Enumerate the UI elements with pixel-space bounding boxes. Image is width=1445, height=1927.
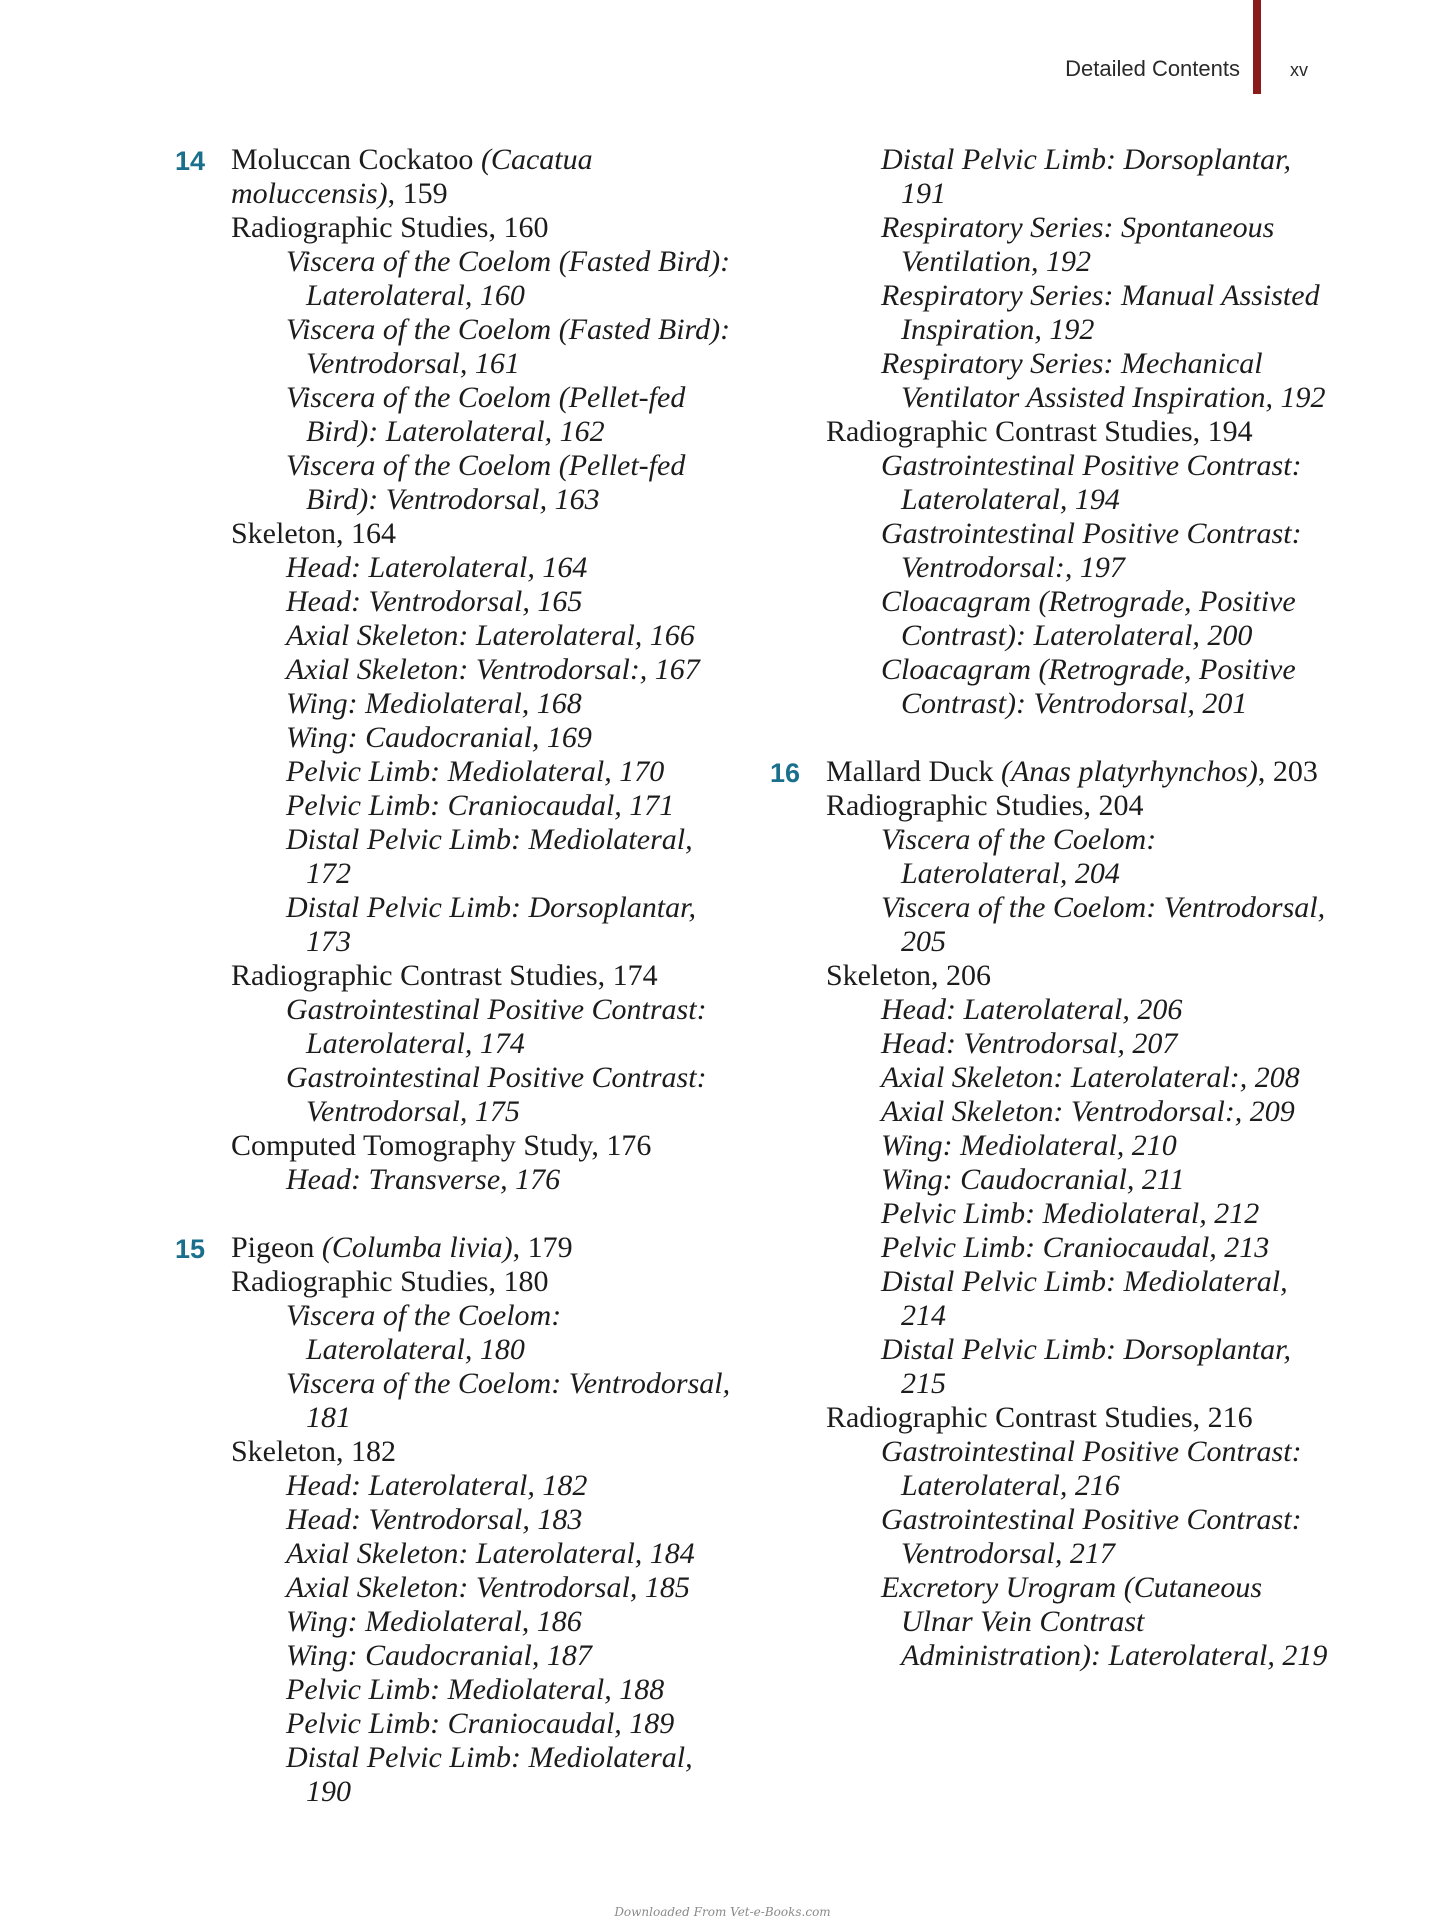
toc-subsection-entry: Head: Transverse, 176 bbox=[286, 1163, 561, 1196]
chapter-title: Moluccan Cockatoo bbox=[231, 143, 481, 176]
toc-subsection-entry: Head: Ventrodorsal, 165 bbox=[286, 585, 583, 618]
toc-subsection-entry: Viscera of the Coelom: Ventrodorsal, 181 bbox=[286, 1367, 731, 1434]
toc-subsection-entry: Head: Laterolateral, 164 bbox=[286, 551, 588, 584]
toc-subsection-entry: Head: Laterolateral, 206 bbox=[881, 993, 1183, 1026]
toc-subsection-entry: Gastrointestinal Positive Contrast: Ventrodorsal, 217 bbox=[881, 1503, 1302, 1570]
toc-subsection-entry: Gastrointestinal Positive Contrast: Laterolateral, 216 bbox=[881, 1435, 1302, 1502]
toc-subsection-entry: Respiratory Series: Manual Assisted Inspiration, 192 bbox=[881, 279, 1320, 346]
running-header-title: Detailed Contents bbox=[1065, 56, 1240, 81]
toc-subsection-entry: Wing: Mediolateral, 210 bbox=[881, 1129, 1177, 1162]
toc-subsection-entry: Axial Skeleton: Laterolateral, 166 bbox=[286, 619, 695, 652]
toc-subsection-entry: Distal Pelvic Limb: Dorsoplantar, 215 bbox=[881, 1333, 1291, 1400]
toc-chapter-entry bbox=[770, 755, 1330, 789]
toc-subsection-entry: Distal Pelvic Limb: Mediolateral, 190 bbox=[286, 1741, 693, 1808]
toc-subsection-entry: Gastrointestinal Positive Contrast: Ventrodorsal, 175 bbox=[286, 1061, 707, 1128]
toc-subsection-entry: Distal Pelvic Limb: Dorsoplantar, 191 bbox=[881, 143, 1291, 210]
toc-subsection-entry: Gastrointestinal Positive Contrast: Laterolateral, 194 bbox=[881, 449, 1302, 516]
toc-subsection-entry: Wing: Mediolateral, 168 bbox=[286, 687, 582, 720]
toc-section-entry: Radiographic Contrast Studies, 174 bbox=[231, 959, 658, 992]
chapter-species-name: (Columba livia) bbox=[321, 1231, 513, 1264]
toc-subsection-entry: Viscera of the Coelom (Pellet-fed Bird): Laterolateral, 162 bbox=[286, 381, 686, 448]
toc-subsection-entry: Axial Skeleton: Ventrodorsal:, 167 bbox=[286, 653, 700, 686]
toc-subsection-entry: Viscera of the Coelom (Fasted Bird): Ventrodorsal, 161 bbox=[286, 313, 731, 380]
chapter-spacer bbox=[770, 721, 1330, 755]
toc-subsection-entry: Axial Skeleton: Laterolateral:, 208 bbox=[881, 1061, 1300, 1094]
chapter-number: 14 bbox=[175, 146, 206, 176]
toc-left-column bbox=[175, 143, 735, 1809]
chapter-species-name: (Cacatua moluccensis) bbox=[231, 143, 593, 210]
toc-subsection-entry: Viscera of the Coelom: Laterolateral, 204 bbox=[881, 823, 1157, 890]
toc-subsection-entry: Distal Pelvic Limb: Mediolateral, 214 bbox=[881, 1265, 1288, 1332]
toc-subsection-entry: Wing: Caudocranial, 211 bbox=[881, 1163, 1185, 1196]
toc-subsection-entry: Viscera of the Coelom: Ventrodorsal, 205 bbox=[881, 891, 1326, 958]
chapter-spacer bbox=[175, 1197, 735, 1231]
toc-section-entry: Radiographic Studies, 204 bbox=[826, 789, 1144, 822]
toc-subsection-entry: Gastrointestinal Positive Contrast: Ventrodorsal:, 197 bbox=[881, 517, 1302, 584]
page-number: xv bbox=[1290, 60, 1308, 80]
toc-subsection-entry: Pelvic Limb: Craniocaudal, 213 bbox=[881, 1231, 1270, 1264]
toc-subsection-entry: Pelvic Limb: Craniocaudal, 171 bbox=[286, 789, 675, 822]
chapter-page-ref: , 203 bbox=[1257, 755, 1318, 788]
toc-subsection-entry: Pelvic Limb: Mediolateral, 188 bbox=[286, 1673, 665, 1706]
toc-subsection-entry: Distal Pelvic Limb: Mediolateral, 172 bbox=[286, 823, 693, 890]
toc-subsection-entry: Head: Ventrodorsal, 183 bbox=[286, 1503, 583, 1536]
toc-subsection-entry: Wing: Mediolateral, 186 bbox=[286, 1605, 582, 1638]
toc-subsection-entry: Gastrointestinal Positive Contrast: Laterolateral, 174 bbox=[286, 993, 707, 1060]
toc-subsection-entry: Axial Skeleton: Ventrodorsal, 185 bbox=[286, 1571, 690, 1604]
toc-subsection-entry: Head: Laterolateral, 182 bbox=[286, 1469, 588, 1502]
toc-subsection-entry: Respiratory Series: Mechanical Ventilator Assisted Inspiration, 192 bbox=[881, 347, 1326, 414]
chapter-title: Pigeon bbox=[231, 1231, 322, 1264]
toc-subsection-entry: Viscera of the Coelom: Laterolateral, 180 bbox=[286, 1299, 562, 1366]
toc-section-entry: Skeleton, 164 bbox=[231, 517, 396, 550]
toc-section-entry: Skeleton, 182 bbox=[231, 1435, 396, 1468]
toc-subsection-entry: Head: Ventrodorsal, 207 bbox=[881, 1027, 1178, 1060]
toc-section-entry: Radiographic Studies, 160 bbox=[231, 211, 549, 244]
toc-subsection-entry: Distal Pelvic Limb: Dorsoplantar, 173 bbox=[286, 891, 696, 958]
toc-subsection-entry: Pelvic Limb: Mediolateral, 212 bbox=[881, 1197, 1260, 1230]
toc-subsection-entry: Viscera of the Coelom (Pellet-fed Bird): Ventrodorsal, 163 bbox=[286, 449, 686, 516]
toc-section-entry: Computed Tomography Study, 176 bbox=[231, 1129, 652, 1162]
chapter-number: 15 bbox=[175, 1234, 206, 1264]
toc-chapter-entry bbox=[175, 143, 735, 211]
toc-subsection-entry: Cloacagram (Retrograde, Positive Contrast): Laterolateral, 200 bbox=[881, 585, 1296, 652]
toc-section-entry: Radiographic Contrast Studies, 216 bbox=[826, 1401, 1253, 1434]
toc-subsection-entry: Axial Skeleton: Ventrodorsal:, 209 bbox=[881, 1095, 1295, 1128]
toc-subsection-entry: Excretory Urogram (Cutaneous Ulnar Vein Contrast Administration): Laterolateral, 219 bbox=[881, 1571, 1328, 1672]
toc-subsection-entry: Respiratory Series: Spontaneous Ventilation, 192 bbox=[881, 211, 1275, 278]
toc-chapter-entry bbox=[175, 1231, 735, 1265]
toc-subsection-entry: Cloacagram (Retrograde, Positive Contrast): Ventrodorsal, 201 bbox=[881, 653, 1296, 720]
toc-subsection-entry: Wing: Caudocranial, 169 bbox=[286, 721, 592, 754]
toc-subsection-entry: Wing: Caudocranial, 187 bbox=[286, 1639, 592, 1672]
toc-subsection-entry: Viscera of the Coelom (Fasted Bird): Laterolateral, 160 bbox=[286, 245, 731, 312]
toc-subsection-entry: Pelvic Limb: Craniocaudal, 189 bbox=[286, 1707, 675, 1740]
chapter-number: 16 bbox=[770, 758, 801, 788]
toc-right-column bbox=[770, 143, 1330, 1673]
header-rule bbox=[1253, 0, 1261, 94]
toc-section-entry: Skeleton, 206 bbox=[826, 959, 991, 992]
download-watermark: Downloaded From Vet-e-Books.com bbox=[614, 1905, 831, 1919]
toc-subsection-entry: Axial Skeleton: Laterolateral, 184 bbox=[286, 1537, 695, 1570]
toc-section-entry: Radiographic Studies, 180 bbox=[231, 1265, 549, 1298]
toc-subsection-entry: Pelvic Limb: Mediolateral, 170 bbox=[286, 755, 665, 788]
toc-section-entry: Radiographic Contrast Studies, 194 bbox=[826, 415, 1253, 448]
chapter-page-ref: , 159 bbox=[387, 177, 448, 210]
chapter-species-name: (Anas platyrhynchos) bbox=[1000, 755, 1258, 788]
chapter-page-ref: , 179 bbox=[512, 1231, 573, 1264]
chapter-title: Mallard Duck bbox=[826, 755, 1001, 788]
